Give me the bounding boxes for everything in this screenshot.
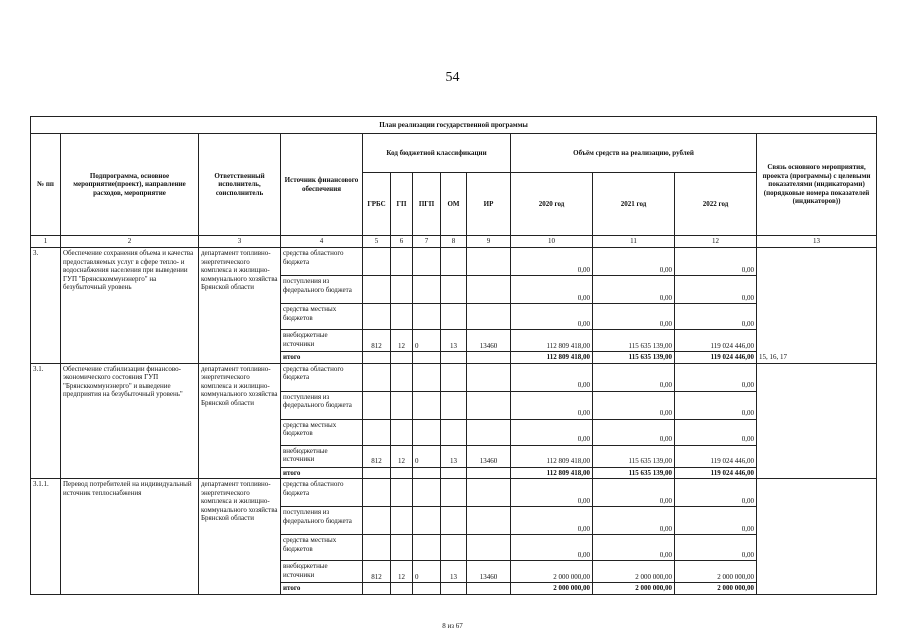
table-row [31, 363, 877, 391]
code-ir [467, 248, 511, 276]
empty-code-cell [441, 583, 467, 595]
code-ir [467, 304, 511, 330]
header-responsible: Ответственный исполнитель, соисполнитель [199, 134, 281, 236]
code-pgp [413, 535, 441, 561]
index-cell: 1 [31, 236, 61, 248]
empty-code-cell [363, 467, 391, 479]
amount-2022: 0,00 [675, 276, 757, 304]
code-om [441, 419, 467, 445]
amount-2022: 0,00 [675, 507, 757, 535]
code-om [441, 479, 467, 507]
amount-2022: 0,00 [675, 248, 757, 276]
table-body [31, 248, 877, 595]
code-ir [467, 419, 511, 445]
section-responsible: департамент топливно-энергетического комплекса и жилищно-коммунального хозяйства Брянской области [199, 363, 281, 479]
index-cell: 5 [363, 236, 391, 248]
amount-2022: 0,00 [675, 535, 757, 561]
empty-code-cell [441, 467, 467, 479]
amount-2020: 112 809 418,00 [511, 330, 593, 352]
amount-2021: 0,00 [593, 304, 675, 330]
amount-2022: 0,00 [675, 419, 757, 445]
empty-code-cell [391, 467, 413, 479]
code-gp: 12 [391, 445, 413, 467]
header-program: Подпрограмма, основное мероприятие(проект), направление расходов, мероприятие [61, 134, 199, 236]
code-grbs [363, 276, 391, 304]
section-number: 3.1.1. [31, 479, 61, 595]
header-2020: 2020 год [511, 173, 593, 236]
code-ir: 13460 [467, 561, 511, 583]
header-grbs: ГРБС [363, 173, 391, 236]
funding-source: средства местных бюджетов [281, 304, 363, 330]
header-om: ОМ [441, 173, 467, 236]
amount-2020: 112 809 418,00 [511, 445, 593, 467]
code-gp: 12 [391, 330, 413, 352]
index-cell: 12 [675, 236, 757, 248]
code-pgp [413, 507, 441, 535]
amount-2022: 0,00 [675, 391, 757, 419]
header-2022: 2022 год [675, 173, 757, 236]
total-2021: 115 635 139,00 [593, 352, 675, 364]
code-om: 13 [441, 445, 467, 467]
amount-2021: 0,00 [593, 391, 675, 419]
index-cell: 4 [281, 236, 363, 248]
section-responsible: департамент топливно-энергетического комплекса и жилищно-коммунального хозяйства Брянской области [199, 248, 281, 364]
section-responsible: департамент топливно-энергетического комплекса и жилищно-коммунального хозяйства Брянской области [199, 479, 281, 595]
funding-source: средства местных бюджетов [281, 419, 363, 445]
total-2021: 2 000 000,00 [593, 583, 675, 595]
code-pgp: 0 [413, 561, 441, 583]
code-om [441, 276, 467, 304]
total-2020: 2 000 000,00 [511, 583, 593, 595]
code-om [441, 304, 467, 330]
code-om [441, 507, 467, 535]
amount-2020: 0,00 [511, 363, 593, 391]
amount-2022: 0,00 [675, 479, 757, 507]
amount-2022: 2 000 000,00 [675, 561, 757, 583]
funding-source: средства местных бюджетов [281, 535, 363, 561]
header-ir: ИР [467, 173, 511, 236]
code-ir [467, 363, 511, 391]
section-name: Перевод потребителей на индивидуальный источник теплоснабжения [61, 479, 199, 595]
code-grbs [363, 304, 391, 330]
amount-2020: 0,00 [511, 507, 593, 535]
code-grbs: 812 [363, 445, 391, 467]
total-label: итого [281, 583, 363, 595]
index-cell: 10 [511, 236, 593, 248]
amount-2022: 119 024 446,00 [675, 330, 757, 352]
index-cell: 11 [593, 236, 675, 248]
code-pgp [413, 419, 441, 445]
index-cell: 8 [441, 236, 467, 248]
code-gp [391, 304, 413, 330]
header-gp: ГП [391, 173, 413, 236]
amount-2021: 115 635 139,00 [593, 445, 675, 467]
header-budget-code: Код бюджетной классификации [363, 134, 511, 173]
code-grbs [363, 363, 391, 391]
amount-2021: 0,00 [593, 535, 675, 561]
amount-2021: 0,00 [593, 479, 675, 507]
empty-code-cell [441, 352, 467, 364]
code-pgp [413, 276, 441, 304]
amount-2020: 0,00 [511, 248, 593, 276]
funding-source: внебюджетные источники [281, 445, 363, 467]
header-source: Источник финансового обеспечения [281, 134, 363, 236]
amount-2020: 0,00 [511, 419, 593, 445]
total-2021: 115 635 139,00 [593, 467, 675, 479]
amount-2020: 0,00 [511, 479, 593, 507]
code-pgp: 0 [413, 445, 441, 467]
code-ir: 13460 [467, 445, 511, 467]
empty-code-cell [391, 583, 413, 595]
amount-2022: 0,00 [675, 363, 757, 391]
code-om [441, 391, 467, 419]
code-gp [391, 363, 413, 391]
column-index-row [31, 236, 877, 248]
code-ir [467, 479, 511, 507]
code-ir [467, 535, 511, 561]
amount-2021: 0,00 [593, 276, 675, 304]
index-cell: 7 [413, 236, 441, 248]
code-om: 13 [441, 330, 467, 352]
code-gp [391, 479, 413, 507]
code-gp [391, 276, 413, 304]
code-ir [467, 507, 511, 535]
amount-2021: 0,00 [593, 248, 675, 276]
total-label: итого [281, 352, 363, 364]
code-pgp [413, 391, 441, 419]
index-cell: 13 [757, 236, 877, 248]
code-gp [391, 507, 413, 535]
code-gp [391, 391, 413, 419]
code-om [441, 363, 467, 391]
index-cell: 3 [199, 236, 281, 248]
indicator-link: 15, 16, 17 [757, 248, 877, 364]
amount-2021: 115 635 139,00 [593, 330, 675, 352]
code-gp [391, 535, 413, 561]
code-grbs [363, 391, 391, 419]
table-row [31, 479, 877, 507]
code-grbs [363, 248, 391, 276]
empty-code-cell [413, 583, 441, 595]
empty-code-cell [413, 467, 441, 479]
code-gp [391, 419, 413, 445]
amount-2021: 0,00 [593, 363, 675, 391]
amount-2020: 0,00 [511, 391, 593, 419]
indicator-link [757, 479, 877, 595]
section-name: Обеспечение стабилизации финансово-экономического состояния ГУП "Брянсккоммунэнерго" и выведение предприятия на безубыточный уровень" [61, 363, 199, 479]
index-cell: 6 [391, 236, 413, 248]
section-name: Обеспечение сохранения объема и качества предоставляемых услуг в сфере тепло- и водоснабжения населения при выведении ГУП "Брянсккоммунэнерго" на безубыточный уровень [61, 248, 199, 364]
total-2020: 112 809 418,00 [511, 352, 593, 364]
empty-code-cell [391, 352, 413, 364]
total-2022: 119 024 446,00 [675, 352, 757, 364]
total-label: итого [281, 467, 363, 479]
funding-source: поступления из федерального бюджета [281, 391, 363, 419]
amount-2021: 0,00 [593, 507, 675, 535]
amount-2022: 0,00 [675, 304, 757, 330]
code-ir: 13460 [467, 330, 511, 352]
empty-code-cell [413, 352, 441, 364]
code-pgp: 0 [413, 330, 441, 352]
empty-code-cell [363, 352, 391, 364]
header-2021: 2021 год [593, 173, 675, 236]
empty-code-cell [467, 467, 511, 479]
code-ir [467, 276, 511, 304]
index-cell: 2 [61, 236, 199, 248]
code-gp [391, 248, 413, 276]
amount-2020: 0,00 [511, 304, 593, 330]
funding-source: внебюджетные источники [281, 330, 363, 352]
funding-source: средства областного бюджета [281, 479, 363, 507]
code-pgp [413, 304, 441, 330]
header-pgp: ПГП [413, 173, 441, 236]
table-title: План реализации государственной программы [31, 117, 877, 134]
funding-source: средства областного бюджета [281, 248, 363, 276]
code-grbs [363, 507, 391, 535]
amount-2020: 0,00 [511, 535, 593, 561]
code-grbs [363, 419, 391, 445]
code-om: 13 [441, 561, 467, 583]
funding-source: поступления из федерального бюджета [281, 507, 363, 535]
empty-code-cell [467, 583, 511, 595]
code-om [441, 535, 467, 561]
code-grbs [363, 535, 391, 561]
code-pgp [413, 248, 441, 276]
code-grbs: 812 [363, 561, 391, 583]
funding-source: внебюджетные источники [281, 561, 363, 583]
amount-2020: 2 000 000,00 [511, 561, 593, 583]
code-grbs: 812 [363, 330, 391, 352]
section-number: 3. [31, 248, 61, 364]
page-footer: 8 из 67 [442, 622, 463, 630]
amount-2022: 119 024 446,00 [675, 445, 757, 467]
code-grbs [363, 479, 391, 507]
table-row [31, 248, 877, 276]
empty-code-cell [363, 583, 391, 595]
total-2022: 2 000 000,00 [675, 583, 757, 595]
funding-source: поступления из федерального бюджета [281, 276, 363, 304]
amount-2020: 0,00 [511, 276, 593, 304]
code-ir [467, 391, 511, 419]
code-gp: 12 [391, 561, 413, 583]
amount-2021: 2 000 000,00 [593, 561, 675, 583]
section-number: 3.1. [31, 363, 61, 479]
empty-code-cell [467, 352, 511, 364]
code-pgp [413, 479, 441, 507]
code-om [441, 248, 467, 276]
page-number: 54 [445, 70, 460, 85]
index-cell: 9 [467, 236, 511, 248]
indicator-link [757, 363, 877, 479]
code-pgp [413, 363, 441, 391]
funding-source: средства областного бюджета [281, 363, 363, 391]
amount-2021: 0,00 [593, 419, 675, 445]
total-2020: 112 809 418,00 [511, 467, 593, 479]
header-num: № пп [31, 134, 61, 236]
header-link: Связь основного мероприятия, проекта (программы) с целевыми показателями (индикаторами) (порядковые номера показателей (индикаторов)) [757, 134, 877, 236]
budget-plan-table [30, 116, 877, 595]
header-funding: Объём средств на реализацию, рублей [511, 134, 757, 173]
total-2022: 119 024 446,00 [675, 467, 757, 479]
